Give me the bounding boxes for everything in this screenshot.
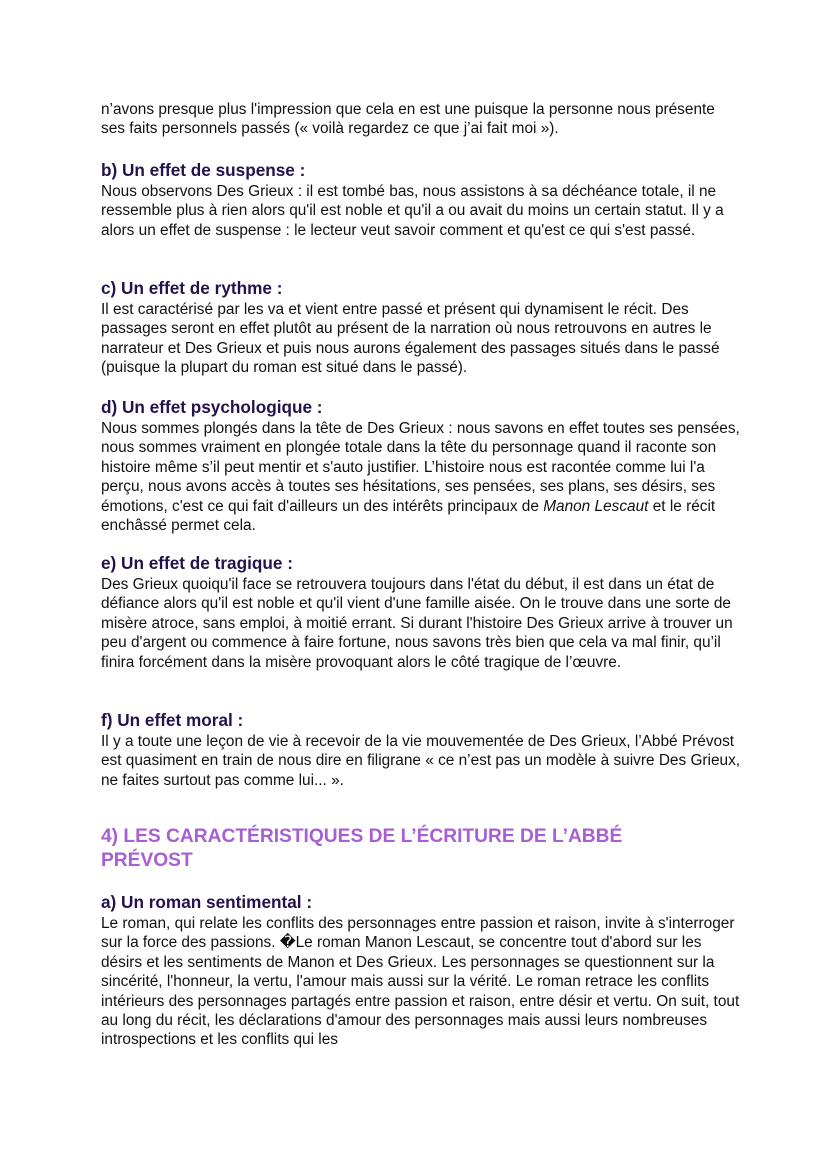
section-suspense — [101, 160, 741, 240]
intro-block — [101, 100, 741, 139]
section-tragique — [101, 553, 741, 672]
section-paragraph: Des Grieux quoiqu'il face se retrouvera toujours dans l'état du début, il est dans un état de défiance alors qu'il est noble et qu'il vient d'une famille aisée. On le trouve dans une sorte de misère atroce, sans emploi, à moitié errant. Si durant l'histoire Des Grieux arrive à trouver un peu d'argent ou commence à faire fortune, nous savons très bien que cela va mal finir, qu’il finira forcément dans la misère provoquant alors le côté tragique de l’œuvre. — [101, 576, 733, 671]
section-rythme — [101, 278, 741, 378]
section-heading: b) Un effet de suspense : — [101, 160, 306, 180]
section-psychologique — [101, 397, 741, 535]
section-heading: a) Un roman sentimental : — [101, 892, 313, 912]
paragraph-text: et le récit enchâssé permet cela. — [101, 497, 716, 535]
book-title: Manon Lescaut — [543, 497, 649, 515]
section-paragraph: Nous observons Des Grieux : il est tombé bas, nous assistons à sa déchéance totale, il ne ressemble plus à rien alors qu'il est noble et qu'il a ou avait du moins un certain statut. Il y a alors un effet de suspense : le lecteur veut savoir comment et qu'est ce qui s'est passé. — [101, 183, 724, 239]
section-heading: e) Un effet de tragique : — [101, 553, 293, 573]
section-moral — [101, 710, 741, 790]
section-paragraph — [101, 419, 741, 535]
section-paragraph: Il est caractérisé par les va et vient entre passé et présent qui dynamisent le récit. Des passages seront en effet plutôt au présent de la narration où nous retrouvons en autres le narrateur et Des Grieux et puis nous aurons également des passages situés dans le passé (puisque la plupart du roman est situé dans le passé). — [101, 301, 720, 377]
chapter-title: 4) LES CARACTÉRISTIQUES DE L’ÉCRITURE DE L’ABBÉ PRÉVOST — [101, 826, 623, 871]
chapter-4-title-block — [101, 825, 661, 872]
paragraph-text: Nous sommes plongés dans la tête de Des Grieux : nous savons en effet toutes ses pensées, nous sommes vraiment en plongée totale dans la tête du personnage quand il raconte son histoire même s’il peut mentir et s'auto justifier. L’histoire nous est racontée comme lui l'a perçu, nous avons accès à toutes ses hésitations, ses pensées, ses plans, ses désirs, ses émotions, c'est ce qui fait d'ailleurs un des intérêts principaux de — [101, 420, 740, 515]
section-paragraph: Il y a toute une leçon de vie à recevoir de la vie mouvementée de Des Grieux, l’Abbé Prévost est quasiment en train de nous dire en filigrane « ce n’est pas un modèle à suivre Des Grieux, ne faites surtout pas comme lui... ». — [101, 733, 741, 789]
section-paragraph: Le roman, qui relate les conflits des personnages entre passion et raison, invite à s'interroger sur la force des passions. �Le roman Manon Lescaut, se concentre tout d'abord sur les désirs et les sentiments de Manon et Des Grieux. Les personnages se questionnent sur la sincérité, l'honneur, la vertu, l'amour mais aussi sur la vérité. Le roman retrace les conflits intérieurs des personnages partagés entre passion et raison, entre désir et vertu. On suit, tout au long du récit, les déclarations d'amour des personnages mais aussi leurs nombreuses introspections et les conflits qui les — [101, 915, 740, 1049]
section-heading: f) Un effet moral : — [101, 710, 244, 730]
intro-paragraph: n’avons presque plus l'impression que cela en est une puisque la personne nous présente ses faits personnels passés (« voilà regardez ce que j’ai fait moi »). — [101, 101, 715, 138]
section-heading: d) Un effet psychologique : — [101, 397, 323, 417]
section-heading: c) Un effet de rythme : — [101, 278, 283, 298]
section-roman-sentimental — [101, 892, 741, 1050]
